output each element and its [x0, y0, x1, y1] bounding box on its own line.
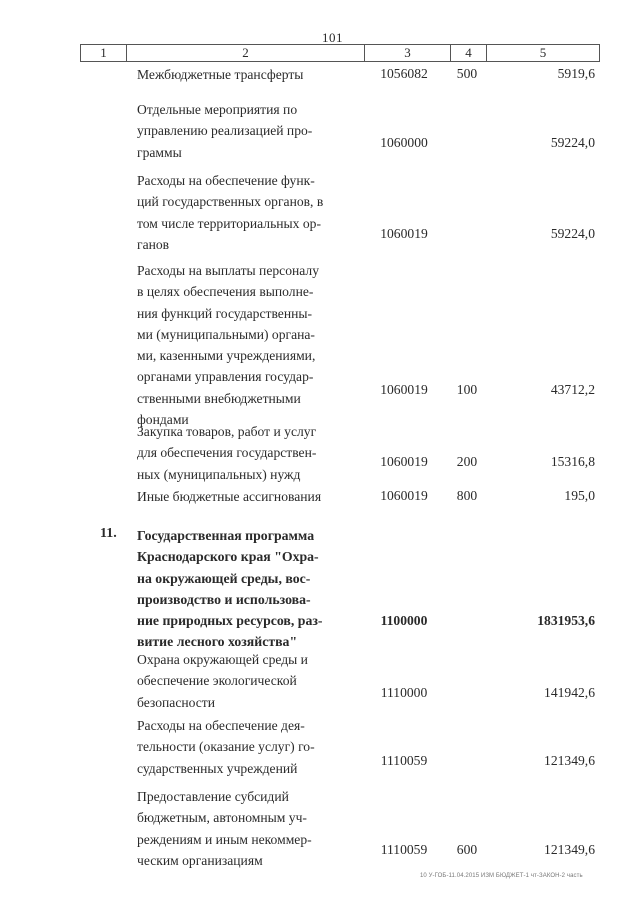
row-expense-type: 500 — [456, 66, 478, 81]
row-name: Иные бюджетные ассигнования — [137, 489, 322, 504]
row-expense-type: 600 — [456, 842, 478, 857]
row-amount: 43712,2 — [550, 382, 595, 397]
row-name: Закупка товаров, работ и услуг для обеспечения государствен- ных (муниципальных) нужд — [137, 424, 317, 482]
page-number: 101 — [322, 30, 343, 45]
row-name: Государственная программа Краснодарского края "Охра- на окружающей среды, вос- производство и использова- ние природных ресурсов, раз- витие лесного хозяйства" — [137, 528, 323, 650]
row-code: 1110059 — [380, 842, 428, 857]
footer-file-note: 10 У-ГОБ-11.04.2015 ИЗМ БЮДЖЕТ-1 чт-ЗАКОН-2 часть — [420, 873, 583, 879]
row-amount: 195,0 — [564, 488, 595, 503]
row-code: 1060019 — [380, 382, 428, 397]
row-code: 1110000 — [380, 685, 428, 700]
row-amount: 5919,6 — [557, 66, 595, 81]
row-name: Расходы на обеспечение функ- ций государственных органов, в том числе территориальных ор- ганов — [137, 173, 324, 252]
row-name: Межбюджетные трансферты — [137, 67, 304, 82]
row-amount: 59224,0 — [550, 135, 595, 150]
row-amount: 121349,6 — [544, 842, 595, 857]
header-col-2: 2 — [127, 45, 365, 61]
row-code: 1060019 — [380, 454, 428, 469]
row-amount: 141942,6 — [544, 685, 595, 700]
row-code: 1056082 — [380, 66, 428, 81]
row-name: Охрана окружающей среды и обеспечение экологической безопасности — [137, 652, 308, 710]
row-code: 1060019 — [380, 488, 428, 503]
row-code: 1100000 — [380, 613, 428, 628]
row-expense-type: 100 — [456, 382, 478, 397]
row-amount: 15316,8 — [550, 454, 595, 469]
row-expense-type: 200 — [456, 454, 478, 469]
header-col-3: 3 — [365, 45, 451, 61]
row-name: Расходы на обеспечение дея- тельности (оказание услуг) го- сударственных учреждений — [137, 718, 315, 776]
row-code: 1060019 — [380, 226, 428, 241]
row-code: 1060000 — [380, 135, 428, 150]
row-amount: 1831953,6 — [537, 613, 595, 628]
header-col-5: 5 — [539, 45, 547, 60]
row-amount: 121349,6 — [544, 753, 595, 768]
row-expense-type: 800 — [456, 488, 478, 503]
table-header — [80, 44, 600, 62]
header-col-1: 1 — [81, 45, 127, 61]
row-name: Отдельные мероприятия по управлению реализацией про- граммы — [137, 102, 313, 160]
row-name: Предоставление субсидий бюджетным, автономным уч- реждениям и иным некоммер- ческим организациям — [137, 789, 312, 868]
row-name: Расходы на выплаты персоналу в целях обеспечения выполне- ния функций государственны- ми (муниципальными) органа- ми, казенными учреждениями, органами управления государ- ственными внебюджетными фондами — [137, 263, 319, 428]
row-code: 1110059 — [380, 753, 428, 768]
row-amount: 59224,0 — [550, 226, 595, 241]
header-col-4: 4 — [451, 45, 487, 61]
row-number: 11. — [100, 526, 117, 541]
